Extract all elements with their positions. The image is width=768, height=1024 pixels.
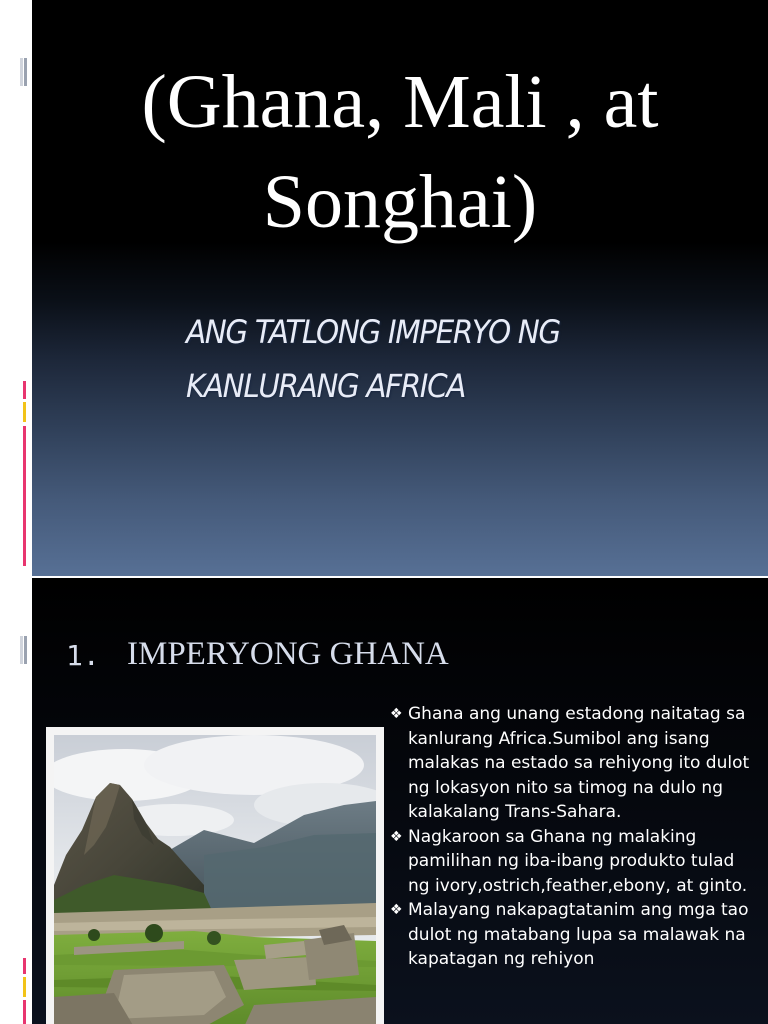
slide-edge-accent-pink [23,1000,26,1024]
diamond-bullet-icon: ❖ [390,828,403,845]
slide-subtitle: ANG TATLONG IMPERYO NG KANLURANG AFRICA [186,313,560,405]
slide-edge-accent-yellow [23,402,26,422]
slide-edge-accent-pink [23,958,26,974]
bullet-text: Ghana ang unang estadong naitatag sa kanlurang Africa.Sumibol ang isang malakas na estado sa rehiyong ito dulot ng lokasyon nito sa timog na dulo ng kalakalang Trans-Sahara. [408,704,750,822]
bullet-text: Nagkaroon sa Ghana ng malaking pamilihan ng iba-ibang produkto tulad ng ivory,ostrich,feather,ebony, at ginto. [408,826,748,896]
section-heading: IMPERYONG GHANA [127,636,449,672]
list-item [390,898,760,972]
list-item [390,825,760,899]
slide-edge-mark [24,58,27,86]
ruins-landscape-photo [54,735,376,1024]
slide-edge-mark [20,58,23,86]
diamond-bullet-icon: ❖ [390,706,403,722]
slide-edge-mark [20,636,23,664]
heading-number: 1. [66,639,100,672]
slide-edge-accent-yellow [23,977,26,997]
slide-edge-mark [24,636,27,664]
diamond-bullet-icon: ❖ [390,902,403,918]
bullet-list [390,702,760,972]
list-item [390,702,760,825]
slide-edge-accent-pink [23,426,26,566]
slide-title: (Ghana, Mali , at Songhai) [141,60,659,244]
slide-edge-accent-pink [23,381,26,399]
bullet-text: Malayang nakapagtatanim ang mga tao dulot ng matabang lupa sa malawak na kapatagan ng rehiyon [408,900,749,969]
ruins-photo-frame [46,727,384,1024]
content-slide [0,578,768,1024]
slide-left-margin [0,0,32,576]
